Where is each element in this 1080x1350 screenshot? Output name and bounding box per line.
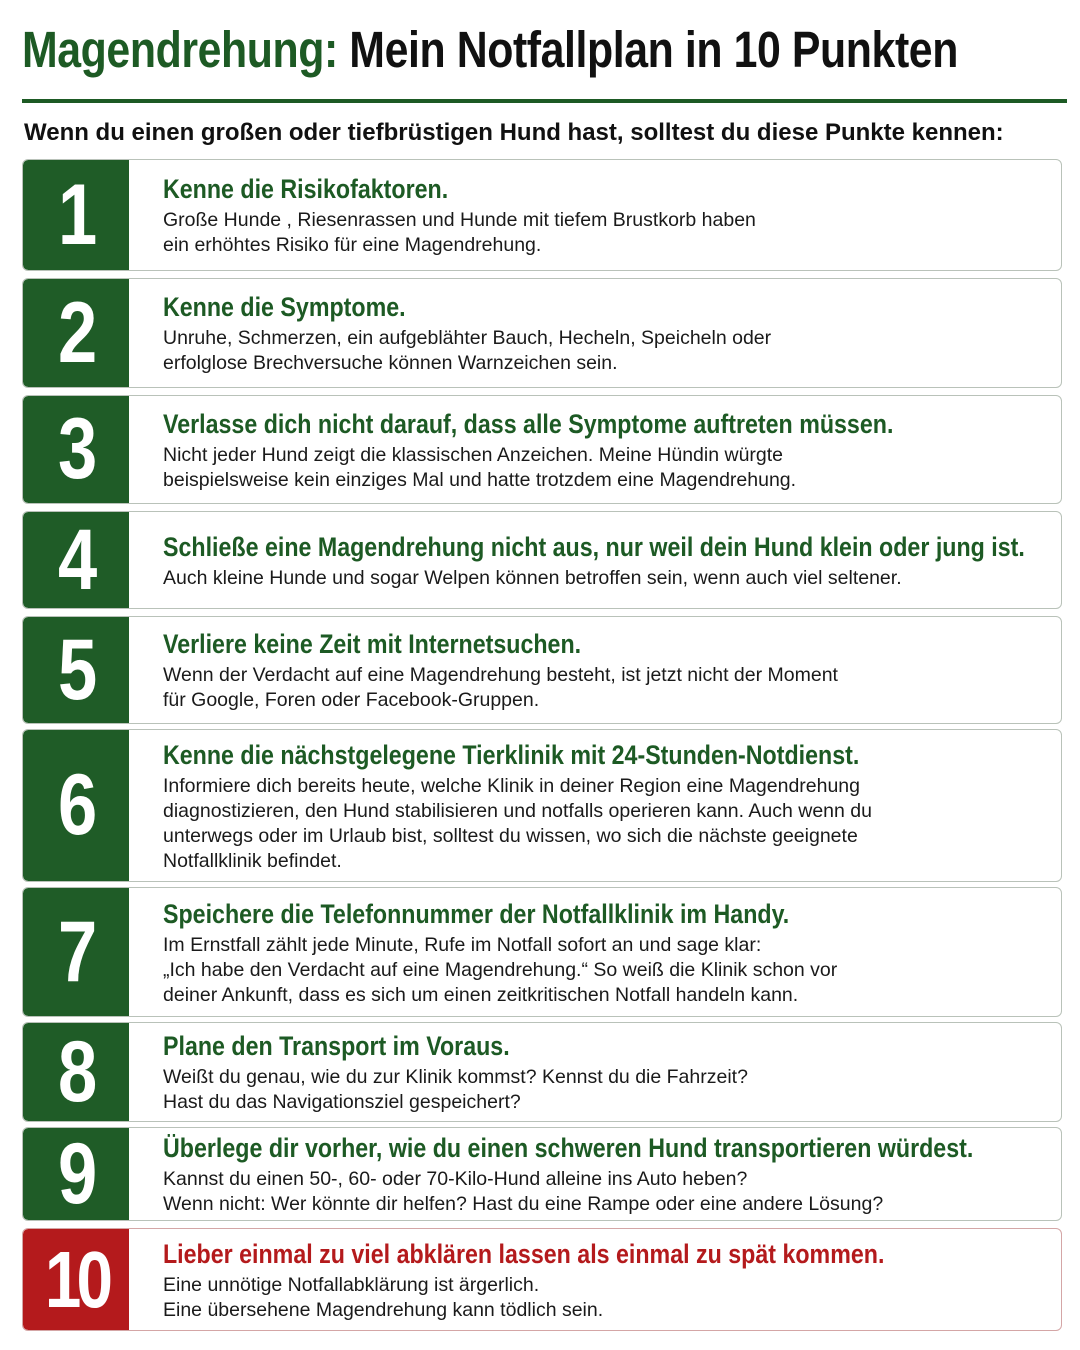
item-number: 9 <box>57 1127 95 1221</box>
item-description <box>163 774 1045 874</box>
item-number: 6 <box>57 757 95 853</box>
checklist-item <box>22 729 1062 882</box>
item-heading: Kenne die Symptome. <box>163 292 406 322</box>
item-number: 7 <box>57 903 95 1000</box>
checklist-item <box>22 887 1062 1017</box>
item-number: 5 <box>57 621 95 718</box>
item-description-line: Notfallklinik befindet. <box>163 849 342 872</box>
item-description-line: Nicht jeder Hund zeigt die klassischen Anzeichen. Meine Hündin würgte <box>163 443 784 466</box>
item-number-badge <box>23 617 129 723</box>
checklist-item <box>22 278 1062 388</box>
item-description <box>163 1273 1045 1323</box>
item-description <box>163 566 1045 591</box>
item-content <box>163 1128 1045 1220</box>
item-number: 1 <box>57 166 95 263</box>
item-number: 8 <box>57 1023 95 1120</box>
intro-text: Wenn du einen großen oder tiefbrüstigen Hund hast, solltest du diese Punkte kennen: <box>24 119 1004 146</box>
item-heading: Schließe eine Magendrehung nicht aus, nur weil dein Hund klein oder jung ist. <box>163 531 1025 562</box>
item-description-line: Hast du das Navigationsziel gespeichert? <box>163 1091 521 1113</box>
checklist-item <box>22 1127 1062 1221</box>
item-description <box>163 326 1045 376</box>
item-heading: Speichere die Telefonnummer der Notfallklinik im Handy. <box>163 898 790 929</box>
item-description-line: Auch kleine Hunde und sogar Welpen können betroffen sein, wenn auch viel seltener. <box>163 566 902 589</box>
item-number-badge <box>23 1128 129 1220</box>
title-divider <box>22 99 1067 103</box>
checklist-item <box>22 1022 1062 1122</box>
title-topic: Magendrehung: <box>22 21 338 78</box>
item-description-line: diagnostizieren, den Hund stabilisieren und notfalls operieren kann. Auch wenn du <box>163 799 872 822</box>
checklist-item <box>22 1228 1062 1331</box>
item-number: 10 <box>44 1234 108 1324</box>
item-content <box>163 1023 1045 1121</box>
item-description <box>163 663 1045 713</box>
item-description-line: Große Hunde , Riesenrassen und Hunde mit tiefem Brustkorb haben <box>163 209 756 231</box>
item-number-badge <box>23 512 129 608</box>
checklist-item <box>22 616 1062 724</box>
checklist-item <box>22 395 1062 504</box>
item-content <box>163 396 1045 503</box>
item-heading: Lieber einmal zu viel abklären lassen als einmal zu spät kommen. <box>163 1238 885 1269</box>
item-description-line: Kannst du einen 50-, 60- oder 70-Kilo-Hund alleine ins Auto heben? <box>163 1168 748 1190</box>
item-number-badge <box>23 279 129 387</box>
item-description-line: Eine übersehene Magendrehung kann tödlich sein. <box>163 1298 604 1321</box>
item-content <box>163 512 1045 608</box>
title-subject: Mein Notfallplan in 10 Punkten <box>349 21 958 78</box>
item-number-badge <box>23 888 129 1016</box>
item-number-badge <box>23 1023 129 1121</box>
item-description <box>163 208 1045 258</box>
item-content <box>163 617 1045 723</box>
item-content <box>163 730 1045 881</box>
item-heading: Verlasse dich nicht darauf, dass alle Symptome auftreten müssen. <box>163 408 894 439</box>
checklist-item <box>22 159 1062 271</box>
item-description-line: „Ich habe den Verdacht auf eine Magendrehung.“ So weiß die Klinik schon vor <box>163 958 838 981</box>
item-number-badge <box>23 730 129 881</box>
item-description-line: Informiere dich bereits heute, welche Klinik in deiner Region eine Magendrehung <box>163 774 861 797</box>
item-number-badge <box>23 160 129 270</box>
item-heading: Plane den Transport im Voraus. <box>163 1031 510 1061</box>
item-content <box>163 160 1045 270</box>
item-content <box>163 1229 1045 1330</box>
item-content <box>163 279 1045 387</box>
item-description-line: Wenn der Verdacht auf eine Magendrehung besteht, ist jetzt nicht der Moment <box>163 664 838 686</box>
item-description-line: Eine unnötige Notfallabklärung ist ärgerlich. <box>163 1273 540 1296</box>
item-number: 3 <box>57 401 95 497</box>
item-description-line: beispielsweise kein einziges Mal und hatte trotzdem eine Magendrehung. <box>163 468 797 491</box>
item-description <box>163 1167 1045 1217</box>
item-description-line: Unruhe, Schmerzen, ein aufgeblähter Bauch, Hecheln, Speicheln oder <box>163 327 772 349</box>
item-description-line: ein erhöhtes Risiko für eine Magendrehung. <box>163 234 542 256</box>
checklist-item <box>22 511 1062 609</box>
item-description-line: Weißt du genau, wie du zur Klinik kommst? Kennst du die Fahrzeit? <box>163 1066 748 1088</box>
item-number: 2 <box>57 284 95 381</box>
item-description-line: Im Ernstfall zählt jede Minute, Rufe im Notfall sofort an und sage klar: <box>163 933 762 956</box>
page-title <box>22 14 958 86</box>
item-heading: Kenne die Risikofaktoren. <box>163 174 449 204</box>
item-number: 4 <box>57 511 95 608</box>
item-description <box>163 1065 1045 1115</box>
item-description-line: für Google, Foren oder Facebook-Gruppen. <box>163 689 540 711</box>
item-description <box>163 933 1045 1008</box>
item-content <box>163 888 1045 1016</box>
item-heading: Verliere keine Zeit mit Internetsuchen. <box>163 629 582 659</box>
item-heading: Kenne die nächstgelegene Tierklinik mit 24-Stunden-Notdienst. <box>163 739 860 770</box>
item-description-line: erfolglose Brechversuche können Warnzeichen sein. <box>163 352 618 374</box>
item-description-line: unterwegs oder im Urlaub bist, solltest du wissen, wo sich die nächste geeignete <box>163 824 858 847</box>
item-description-line: Wenn nicht: Wer könnte dir helfen? Hast du eine Rampe oder eine andere Lösung? <box>163 1193 884 1215</box>
item-description <box>163 443 1045 493</box>
item-heading: Überlege dir vorher, wie du einen schweren Hund transportieren würdest. <box>163 1133 974 1163</box>
item-number-badge <box>23 396 129 503</box>
item-number-badge <box>23 1229 129 1330</box>
item-description-line: deiner Ankunft, dass es sich um einen zeitkritischen Notfall handeln kann. <box>163 983 799 1006</box>
